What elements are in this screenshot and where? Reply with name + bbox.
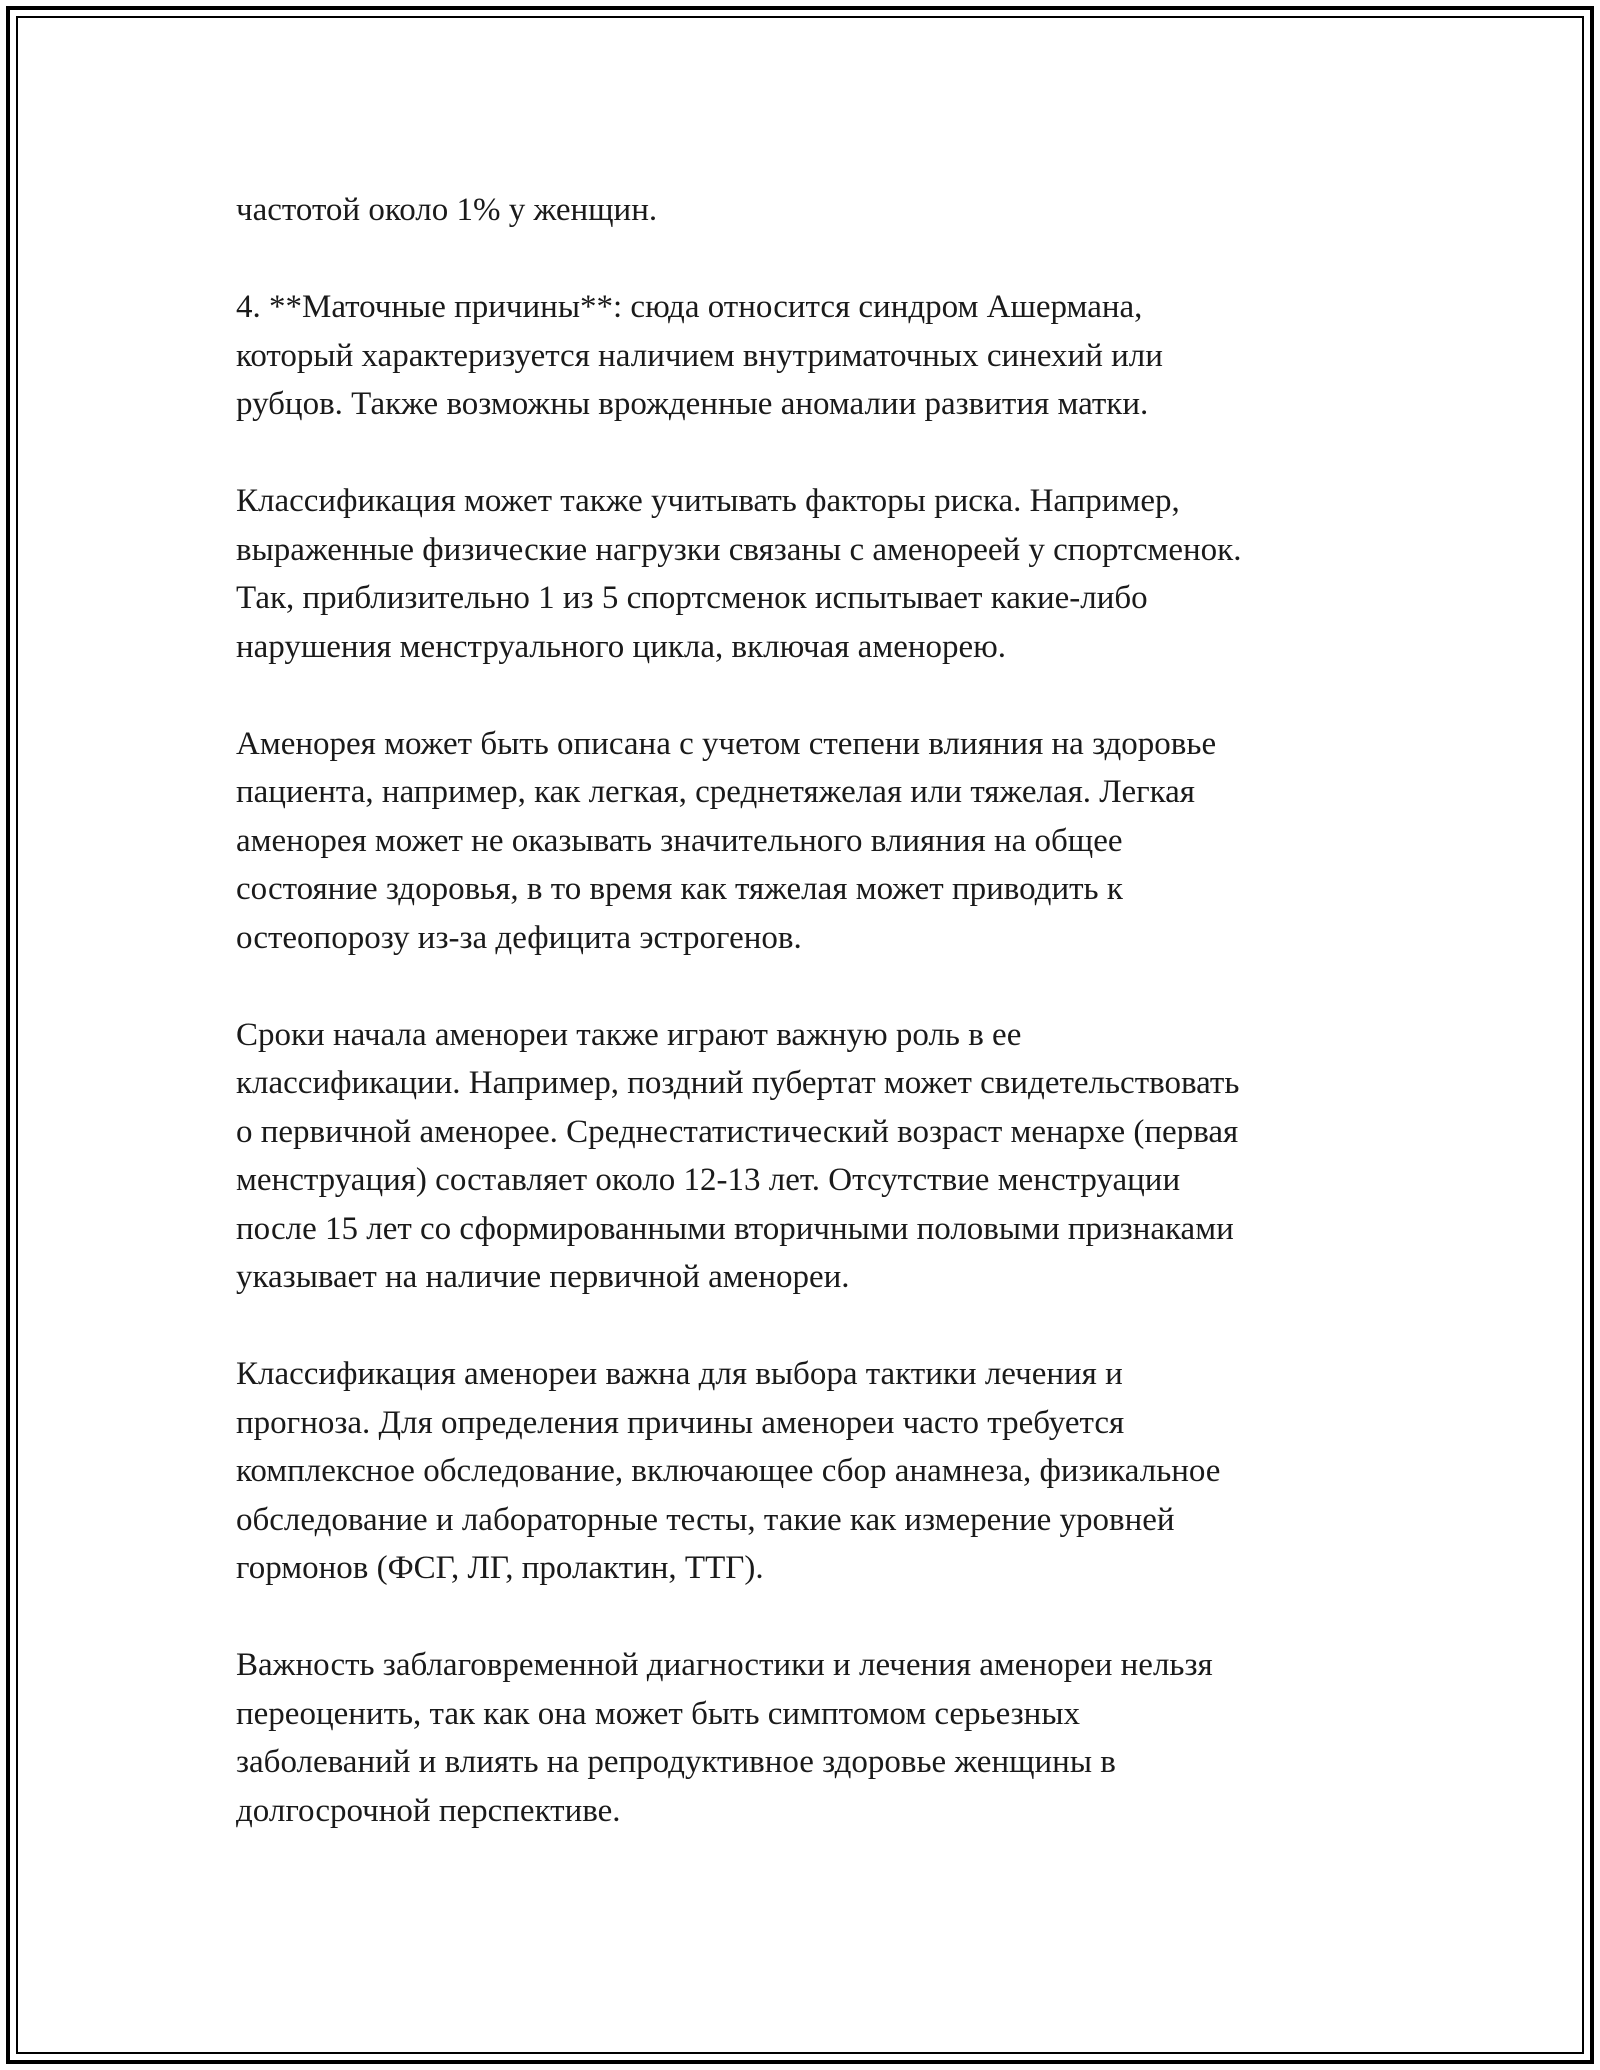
text-line: Сроки начала аменореи также играют важную роль в ее [236, 1016, 1022, 1053]
text-line: аменорея может не оказывать значительного влияния на общее [236, 822, 1123, 859]
text-line: менструация) составляет около 12-13 лет. Отсутствие менструации [236, 1162, 1181, 1198]
text-line: заболеваний и влиять на репродуктивное здоровье женщины в [236, 1744, 1116, 1780]
paragraph [236, 1641, 1416, 1835]
paragraph [236, 720, 1416, 963]
text-line: указывает на наличие первичной аменореи. [236, 1259, 850, 1295]
text-line: прогноза. Для определения причины аменореи часто требуется [236, 1404, 1125, 1441]
text-line: остеопорозу из-за дефицита эстрогенов. [236, 919, 802, 956]
text-line: комплексное обследование, включающее сбор анамнеза, физикальное [236, 1453, 1221, 1489]
text-line: выраженные физические нагрузки связаны с аменореей у спортсменок. [236, 531, 1242, 568]
text-line: пациента, например, как легкая, среднетяжелая или тяжелая. Легкая [236, 774, 1195, 810]
text-line: 4. **Маточные причины**: сюда относится синдром Ашермана, [236, 289, 1143, 325]
text-line: после 15 лет со сформированными вторичными половыми признаками [236, 1210, 1234, 1247]
text-line: гормонов (ФСГ, ЛГ, пролактин, ТТГ). [236, 1550, 764, 1586]
text-line: нарушения менструального цикла, включая аменорею. [236, 628, 1007, 665]
text-line: обследование и лабораторные тесты, такие как измерение уровней [236, 1501, 1175, 1538]
paragraph [236, 283, 1416, 429]
text-line: Важность заблаговременной диагностики и лечения аменореи нельзя [236, 1647, 1213, 1683]
text-line: переоценить, так как она может быть симптомом серьезных [236, 1695, 1081, 1732]
paragraph [236, 477, 1416, 671]
paragraph [236, 186, 1416, 235]
text-line: который характеризуется наличием внутриматочных синехий или [236, 337, 1163, 374]
text-line: о первичной аменорее. Среднестатистический возраст менархе (первая [236, 1113, 1239, 1150]
text-line: Аменорея может быть описана с учетом степени влияния на здоровье [236, 725, 1217, 762]
text-line: Классификация может также учитывать факторы риска. Например, [236, 483, 1180, 519]
paragraph [236, 1350, 1416, 1593]
text-line: рубцов. Также возможны врожденные аномалии развития матки. [236, 386, 1149, 422]
text-line: состояние здоровья, в то время как тяжелая может приводить к [236, 871, 1123, 907]
text-line: Так, приблизительно 1 из 5 спортсменок испытывает какие-либо [236, 580, 1148, 616]
text-line: частотой около 1% у женщин. [236, 192, 658, 228]
text-line: классификации. Например, поздний пубертат может свидетельствовать [236, 1065, 1240, 1101]
document-body [236, 186, 1416, 1884]
paragraph [236, 1011, 1416, 1302]
text-line: долгосрочной перспективе. [236, 1792, 621, 1829]
text-line: Классификация аменореи важна для выбора тактики лечения и [236, 1356, 1123, 1392]
